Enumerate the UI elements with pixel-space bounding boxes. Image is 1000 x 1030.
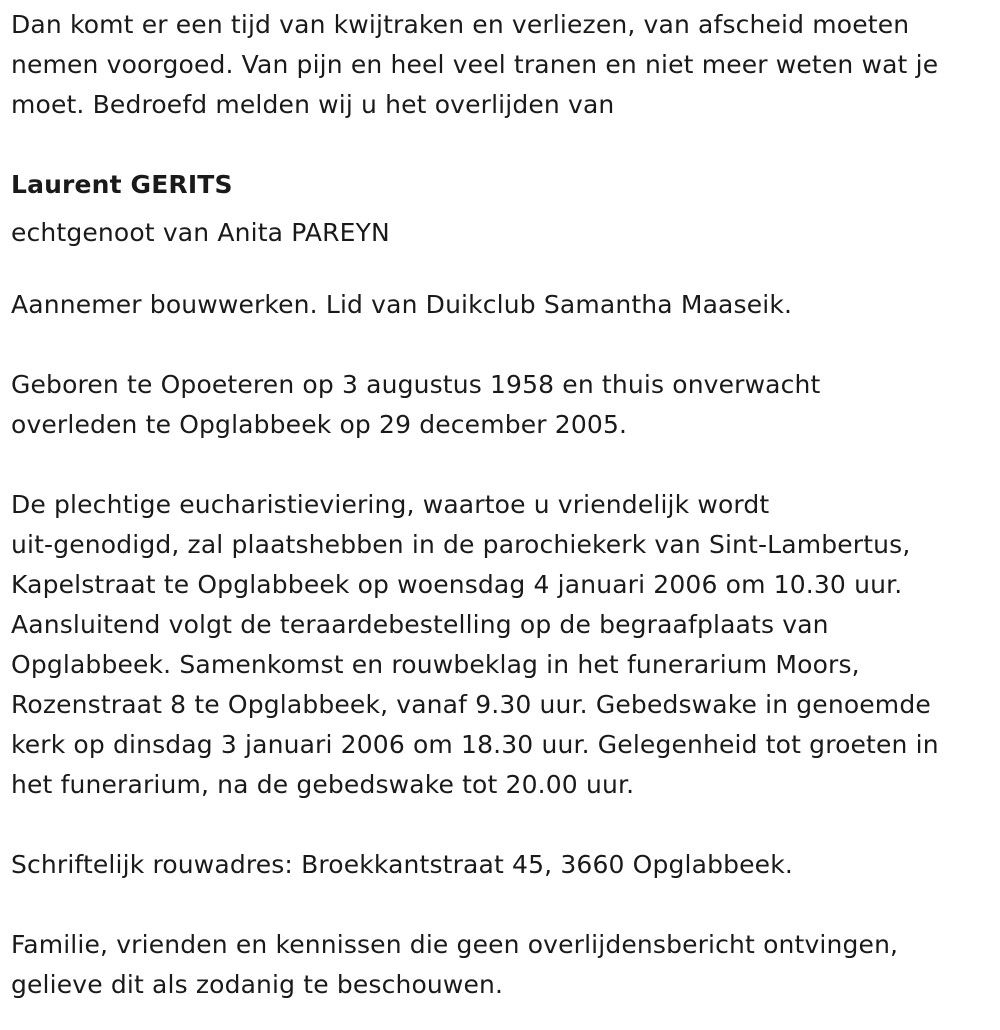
spouse-line: echtgenoot van Anita PAREYN xyxy=(11,218,390,247)
paragraph-gap xyxy=(11,325,996,365)
ceremony-line: kerk op dinsdag 3 januari 2006 om 18.30 uur. Gelegenheid tot groeten in xyxy=(11,730,939,759)
death-notice xyxy=(11,5,996,1005)
paragraph-gap xyxy=(11,125,996,165)
birth-death-line: overleden te Opglabbeek op 29 december 2005. xyxy=(11,410,628,439)
intro-line: Dan komt er een tijd van kwijtraken en verliezen, van afscheid moeten xyxy=(11,10,910,39)
paragraph-gap xyxy=(11,253,996,285)
occupation-line: Aannemer bouwwerken. Lid van Duikclub Samantha Maaseik. xyxy=(11,290,793,319)
paragraph-gap xyxy=(11,885,996,925)
birth-death-paragraph xyxy=(11,365,996,445)
ceremony-line: het funerarium, na de gebedswake tot 20.00 uur. xyxy=(11,770,635,799)
paragraph-gap xyxy=(11,445,996,485)
closing-line: gelieve dit als zodanig te beschouwen. xyxy=(11,970,504,999)
intro-line: nemen voorgoed. Van pijn en heel veel tranen en niet meer weten wat je xyxy=(11,50,939,79)
deceased-name: Laurent GERITS xyxy=(11,170,233,199)
ceremony-line: Kapelstraat te Opglabbeek op woensdag 4 januari 2006 om 10.30 uur. xyxy=(11,570,903,599)
paragraph-gap xyxy=(11,805,996,845)
closing-paragraph xyxy=(11,925,996,1005)
ceremony-line: Opglabbeek. Samenkomst en rouwbeklag in het funerarium Moors, xyxy=(11,650,860,679)
closing-line: Familie, vrienden en kennissen die geen overlijdensbericht ontvingen, xyxy=(11,930,899,959)
birth-death-line: Geboren te Opoeteren op 3 augustus 1958 en thuis onverwacht xyxy=(11,370,821,399)
ceremony-paragraph xyxy=(11,485,996,805)
ceremony-line: uit-genodigd, zal plaatshebben in de parochiekerk van Sint-Lambertus, xyxy=(11,530,911,559)
ceremony-line: Rozenstraat 8 te Opglabbeek, vanaf 9.30 uur. Gebedswake in genoemde xyxy=(11,690,931,719)
ceremony-line: Aansluitend volgt de teraardebestelling op de begraafplaats van xyxy=(11,610,829,639)
intro-line: moet. Bedroefd melden wij u het overlijden van xyxy=(11,90,615,119)
mourning-address: Schriftelijk rouwadres: Broekkantstraat 45, 3660 Opglabbeek. xyxy=(11,850,793,879)
ceremony-line: De plechtige eucharistieviering, waartoe u vriendelijk wordt xyxy=(11,490,770,519)
intro-paragraph xyxy=(11,5,996,125)
